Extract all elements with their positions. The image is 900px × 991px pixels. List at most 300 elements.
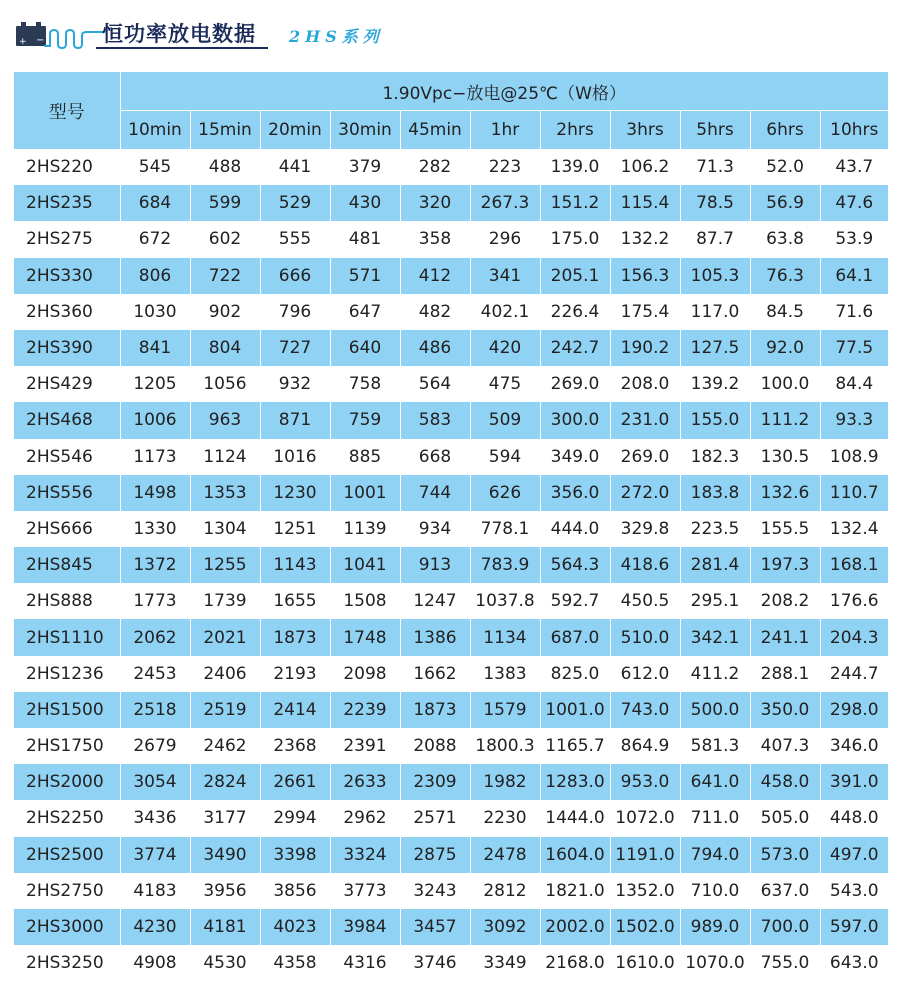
value-cell: 4316	[330, 945, 400, 981]
value-cell: 1143	[260, 547, 330, 583]
table-row	[14, 149, 888, 185]
value-cell: 1001	[330, 475, 400, 511]
value-cell: 226.4	[540, 294, 610, 330]
model-cell: 2HS3000	[14, 909, 120, 945]
value-cell: 4183	[120, 873, 190, 909]
table-row	[14, 764, 888, 800]
value-cell: 989.0	[680, 909, 750, 945]
value-cell: 2239	[330, 692, 400, 728]
value-cell: 2168.0	[540, 945, 610, 981]
value-cell: 545	[120, 149, 190, 185]
value-cell: 2824	[190, 764, 260, 800]
svg-text:+: +	[19, 37, 27, 47]
value-cell: 64.1	[820, 258, 888, 294]
value-cell: 2309	[400, 764, 470, 800]
value-cell: 197.3	[750, 547, 820, 583]
value-cell: 1800.3	[470, 728, 540, 764]
value-cell: 402.1	[470, 294, 540, 330]
value-cell: 115.4	[610, 185, 680, 221]
value-cell: 76.3	[750, 258, 820, 294]
value-cell: 3457	[400, 909, 470, 945]
value-cell: 2994	[260, 800, 330, 836]
table-row	[14, 439, 888, 475]
value-cell: 2414	[260, 692, 330, 728]
model-cell: 2HS1236	[14, 656, 120, 692]
column-header: 3hrs	[610, 111, 680, 150]
model-cell: 2HS330	[14, 258, 120, 294]
value-cell: 1502.0	[610, 909, 680, 945]
value-cell: 1773	[120, 583, 190, 619]
value-cell: 151.2	[540, 185, 610, 221]
value-cell: 612.0	[610, 656, 680, 692]
table-row	[14, 294, 888, 330]
value-cell: 647	[330, 294, 400, 330]
value-cell: 573.0	[750, 837, 820, 873]
value-cell: 637.0	[750, 873, 820, 909]
value-cell: 132.6	[750, 475, 820, 511]
value-cell: 1016	[260, 439, 330, 475]
value-cell: 1037.8	[470, 583, 540, 619]
value-cell: 497.0	[820, 837, 888, 873]
model-cell: 2HS888	[14, 583, 120, 619]
series-subtitle: 2HS系列	[289, 27, 384, 46]
value-cell: 510.0	[610, 619, 680, 655]
value-cell: 1070.0	[680, 945, 750, 981]
model-cell: 2HS2500	[14, 837, 120, 873]
value-cell: 3774	[120, 837, 190, 873]
value-cell: 298.0	[820, 692, 888, 728]
value-cell: 100.0	[750, 366, 820, 402]
value-cell: 4358	[260, 945, 330, 981]
value-cell: 1508	[330, 583, 400, 619]
value-cell: 1304	[190, 511, 260, 547]
value-cell: 475	[470, 366, 540, 402]
value-cell: 1030	[120, 294, 190, 330]
value-cell: 2368	[260, 728, 330, 764]
value-cell: 759	[330, 402, 400, 438]
battery-icon	[14, 20, 48, 48]
value-cell: 1579	[470, 692, 540, 728]
value-cell: 509	[470, 402, 540, 438]
value-cell: 684	[120, 185, 190, 221]
table-row	[14, 656, 888, 692]
value-cell: 63.8	[750, 221, 820, 257]
value-cell: 1739	[190, 583, 260, 619]
value-cell: 444.0	[540, 511, 610, 547]
column-header: 5hrs	[680, 111, 750, 150]
model-cell: 2HS2250	[14, 800, 120, 836]
value-cell: 267.3	[470, 185, 540, 221]
value-cell: 500.0	[680, 692, 750, 728]
value-cell: 242.7	[540, 330, 610, 366]
column-header: 45min	[400, 111, 470, 150]
column-header: 1hr	[470, 111, 540, 150]
value-cell: 342.1	[680, 619, 750, 655]
value-cell: 871	[260, 402, 330, 438]
value-cell: 132.2	[610, 221, 680, 257]
value-cell: 2571	[400, 800, 470, 836]
value-cell: 2633	[330, 764, 400, 800]
value-cell: 505.0	[750, 800, 820, 836]
value-cell: 727	[260, 330, 330, 366]
value-cell: 272.0	[610, 475, 680, 511]
value-cell: 52.0	[750, 149, 820, 185]
value-cell: 182.3	[680, 439, 750, 475]
value-cell: 2519	[190, 692, 260, 728]
value-cell: 641.0	[680, 764, 750, 800]
value-cell: 1982	[470, 764, 540, 800]
value-cell: 1041	[330, 547, 400, 583]
value-cell: 244.7	[820, 656, 888, 692]
value-cell: 2021	[190, 619, 260, 655]
value-cell: 597.0	[820, 909, 888, 945]
value-cell: 3436	[120, 800, 190, 836]
value-cell: 711.0	[680, 800, 750, 836]
value-cell: 3243	[400, 873, 470, 909]
value-cell: 269.0	[540, 366, 610, 402]
value-cell: 864.9	[610, 728, 680, 764]
table-row	[14, 221, 888, 257]
value-cell: 4230	[120, 909, 190, 945]
value-cell: 341	[470, 258, 540, 294]
value-cell: 902	[190, 294, 260, 330]
value-cell: 953.0	[610, 764, 680, 800]
value-cell: 132.4	[820, 511, 888, 547]
value-cell: 666	[260, 258, 330, 294]
value-cell: 3746	[400, 945, 470, 981]
model-cell: 2HS220	[14, 149, 120, 185]
table-row	[14, 185, 888, 221]
value-cell: 93.3	[820, 402, 888, 438]
wave-icon	[44, 28, 104, 50]
value-cell: 543.0	[820, 873, 888, 909]
value-cell: 204.3	[820, 619, 888, 655]
column-header: 20min	[260, 111, 330, 150]
model-cell: 2HS235	[14, 185, 120, 221]
value-cell: 2002.0	[540, 909, 610, 945]
value-cell: 111.2	[750, 402, 820, 438]
value-cell: 934	[400, 511, 470, 547]
value-cell: 1821.0	[540, 873, 610, 909]
value-cell: 758	[330, 366, 400, 402]
model-cell: 2HS556	[14, 475, 120, 511]
value-cell: 450.5	[610, 583, 680, 619]
value-cell: 356.0	[540, 475, 610, 511]
value-cell: 592.7	[540, 583, 610, 619]
value-cell: 175.0	[540, 221, 610, 257]
value-cell: 349.0	[540, 439, 610, 475]
value-cell: 722	[190, 258, 260, 294]
value-cell: 583	[400, 402, 470, 438]
value-cell: 2230	[470, 800, 540, 836]
value-cell: 602	[190, 221, 260, 257]
value-cell: 3349	[470, 945, 540, 981]
value-cell: 4023	[260, 909, 330, 945]
value-cell: 2518	[120, 692, 190, 728]
model-cell: 2HS1110	[14, 619, 120, 655]
page-header	[0, 0, 900, 70]
value-cell: 117.0	[680, 294, 750, 330]
value-cell: 208.2	[750, 583, 820, 619]
model-cell: 2HS3250	[14, 945, 120, 981]
value-cell: 106.2	[610, 149, 680, 185]
value-cell: 1498	[120, 475, 190, 511]
model-cell: 2HS845	[14, 547, 120, 583]
value-cell: 139.2	[680, 366, 750, 402]
value-cell: 1873	[260, 619, 330, 655]
value-cell: 564	[400, 366, 470, 402]
value-cell: 626	[470, 475, 540, 511]
model-cell: 2HS1750	[14, 728, 120, 764]
value-cell: 320	[400, 185, 470, 221]
model-cell: 2HS275	[14, 221, 120, 257]
value-cell: 223.5	[680, 511, 750, 547]
column-header: 6hrs	[750, 111, 820, 150]
value-cell: 564.3	[540, 547, 610, 583]
model-header: 型号	[14, 72, 120, 149]
value-cell: 358	[400, 221, 470, 257]
model-cell: 2HS1500	[14, 692, 120, 728]
value-cell: 2062	[120, 619, 190, 655]
value-cell: 640	[330, 330, 400, 366]
model-cell: 2HS360	[14, 294, 120, 330]
value-cell: 2462	[190, 728, 260, 764]
value-cell: 932	[260, 366, 330, 402]
value-cell: 1372	[120, 547, 190, 583]
table-row	[14, 402, 888, 438]
value-cell: 710.0	[680, 873, 750, 909]
value-cell: 47.6	[820, 185, 888, 221]
value-cell: 183.8	[680, 475, 750, 511]
value-cell: 672	[120, 221, 190, 257]
table-row	[14, 873, 888, 909]
value-cell: 2875	[400, 837, 470, 873]
table-row	[14, 511, 888, 547]
value-cell: 482	[400, 294, 470, 330]
svg-text:−: −	[36, 35, 45, 46]
value-cell: 1072.0	[610, 800, 680, 836]
value-cell: 205.1	[540, 258, 610, 294]
value-cell: 441	[260, 149, 330, 185]
value-cell: 295.1	[680, 583, 750, 619]
value-cell: 108.9	[820, 439, 888, 475]
value-cell: 825.0	[540, 656, 610, 692]
value-cell: 458.0	[750, 764, 820, 800]
value-cell: 1352.0	[610, 873, 680, 909]
table-row	[14, 800, 888, 836]
value-cell: 78.5	[680, 185, 750, 221]
value-cell: 3177	[190, 800, 260, 836]
table-row	[14, 547, 888, 583]
value-cell: 329.8	[610, 511, 680, 547]
value-cell: 668	[400, 439, 470, 475]
value-cell: 2661	[260, 764, 330, 800]
value-cell: 488	[190, 149, 260, 185]
value-cell: 208.0	[610, 366, 680, 402]
value-cell: 300.0	[540, 402, 610, 438]
value-cell: 84.5	[750, 294, 820, 330]
value-cell: 744	[400, 475, 470, 511]
value-cell: 71.6	[820, 294, 888, 330]
table-row	[14, 945, 888, 981]
value-cell: 1610.0	[610, 945, 680, 981]
value-cell: 806	[120, 258, 190, 294]
value-cell: 4181	[190, 909, 260, 945]
value-cell: 2478	[470, 837, 540, 873]
value-cell: 296	[470, 221, 540, 257]
table-row	[14, 619, 888, 655]
value-cell: 1139	[330, 511, 400, 547]
value-cell: 755.0	[750, 945, 820, 981]
value-cell: 1134	[470, 619, 540, 655]
value-cell: 176.6	[820, 583, 888, 619]
value-cell: 3956	[190, 873, 260, 909]
table-row	[14, 366, 888, 402]
value-cell: 175.4	[610, 294, 680, 330]
value-cell: 3984	[330, 909, 400, 945]
value-cell: 581.3	[680, 728, 750, 764]
column-header: 10min	[120, 111, 190, 150]
value-cell: 130.5	[750, 439, 820, 475]
value-cell: 281.4	[680, 547, 750, 583]
value-cell: 3773	[330, 873, 400, 909]
table-row	[14, 583, 888, 619]
value-cell: 1655	[260, 583, 330, 619]
value-cell: 1283.0	[540, 764, 610, 800]
value-cell: 105.3	[680, 258, 750, 294]
value-cell: 155.5	[750, 511, 820, 547]
value-cell: 168.1	[820, 547, 888, 583]
value-cell: 529	[260, 185, 330, 221]
value-cell: 3398	[260, 837, 330, 873]
value-cell: 796	[260, 294, 330, 330]
value-cell: 231.0	[610, 402, 680, 438]
value-cell: 4908	[120, 945, 190, 981]
value-cell: 127.5	[680, 330, 750, 366]
value-cell: 1006	[120, 402, 190, 438]
table-row	[14, 475, 888, 511]
value-cell: 407.3	[750, 728, 820, 764]
value-cell: 71.3	[680, 149, 750, 185]
value-cell: 282	[400, 149, 470, 185]
value-cell: 269.0	[610, 439, 680, 475]
value-cell: 2193	[260, 656, 330, 692]
value-cell: 2406	[190, 656, 260, 692]
page-title: 恒功率放电数据	[102, 21, 256, 46]
value-cell: 87.7	[680, 221, 750, 257]
value-cell: 1255	[190, 547, 260, 583]
table-row	[14, 258, 888, 294]
value-cell: 350.0	[750, 692, 820, 728]
value-cell: 3324	[330, 837, 400, 873]
table-row	[14, 837, 888, 873]
model-cell: 2HS666	[14, 511, 120, 547]
value-cell: 411.2	[680, 656, 750, 692]
model-cell: 2HS468	[14, 402, 120, 438]
value-cell: 288.1	[750, 656, 820, 692]
value-cell: 1191.0	[610, 837, 680, 873]
value-cell: 53.9	[820, 221, 888, 257]
table-row	[14, 330, 888, 366]
value-cell: 841	[120, 330, 190, 366]
value-cell: 1124	[190, 439, 260, 475]
value-cell: 1748	[330, 619, 400, 655]
value-cell: 420	[470, 330, 540, 366]
value-cell: 139.0	[540, 149, 610, 185]
value-cell: 156.3	[610, 258, 680, 294]
value-cell: 223	[470, 149, 540, 185]
value-cell: 643.0	[820, 945, 888, 981]
value-cell: 110.7	[820, 475, 888, 511]
value-cell: 1353	[190, 475, 260, 511]
value-cell: 2088	[400, 728, 470, 764]
table-row	[14, 692, 888, 728]
value-cell: 1330	[120, 511, 190, 547]
value-cell: 430	[330, 185, 400, 221]
value-cell: 486	[400, 330, 470, 366]
value-cell: 555	[260, 221, 330, 257]
value-cell: 1173	[120, 439, 190, 475]
value-cell: 84.4	[820, 366, 888, 402]
value-cell: 571	[330, 258, 400, 294]
value-cell: 2812	[470, 873, 540, 909]
value-cell: 594	[470, 439, 540, 475]
model-cell: 2HS546	[14, 439, 120, 475]
value-cell: 1056	[190, 366, 260, 402]
value-cell: 2098	[330, 656, 400, 692]
value-cell: 1383	[470, 656, 540, 692]
table-row	[14, 728, 888, 764]
value-cell: 3490	[190, 837, 260, 873]
value-cell: 1251	[260, 511, 330, 547]
column-header: 10hrs	[820, 111, 888, 150]
value-cell: 155.0	[680, 402, 750, 438]
table-row	[14, 909, 888, 945]
title-underline	[96, 47, 268, 49]
value-cell: 963	[190, 402, 260, 438]
value-cell: 804	[190, 330, 260, 366]
value-cell: 1205	[120, 366, 190, 402]
value-cell: 43.7	[820, 149, 888, 185]
model-cell: 2HS429	[14, 366, 120, 402]
value-cell: 2453	[120, 656, 190, 692]
value-cell: 1873	[400, 692, 470, 728]
value-cell: 2391	[330, 728, 400, 764]
value-cell: 1001.0	[540, 692, 610, 728]
value-cell: 1247	[400, 583, 470, 619]
value-cell: 1386	[400, 619, 470, 655]
value-cell: 885	[330, 439, 400, 475]
value-cell: 1662	[400, 656, 470, 692]
value-cell: 794.0	[680, 837, 750, 873]
group-header: 1.90Vpc−放电@25℃（W格）	[120, 72, 888, 111]
value-cell: 687.0	[540, 619, 610, 655]
model-cell: 2HS2750	[14, 873, 120, 909]
value-cell: 599	[190, 185, 260, 221]
value-cell: 379	[330, 149, 400, 185]
value-cell: 412	[400, 258, 470, 294]
value-cell: 2962	[330, 800, 400, 836]
model-cell: 2HS2000	[14, 764, 120, 800]
value-cell: 913	[400, 547, 470, 583]
value-cell: 1230	[260, 475, 330, 511]
value-cell: 3092	[470, 909, 540, 945]
value-cell: 743.0	[610, 692, 680, 728]
value-cell: 1165.7	[540, 728, 610, 764]
value-cell: 418.6	[610, 547, 680, 583]
value-cell: 448.0	[820, 800, 888, 836]
model-cell: 2HS390	[14, 330, 120, 366]
